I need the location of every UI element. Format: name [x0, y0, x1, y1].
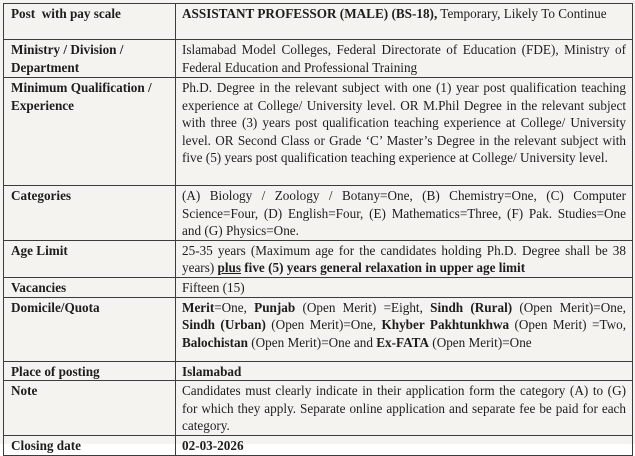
table-row-domicile-quota	[4, 297, 633, 361]
row-value-closing-date	[176, 435, 633, 455]
text-segment: Khyber Pakhtunkhwa	[381, 317, 510, 333]
row-value-domicile-quota	[176, 297, 633, 361]
row-label-note: Note	[4, 381, 176, 436]
text-segment: (Open Merit)=One,	[265, 317, 382, 333]
text-segment: Fifteen (15)	[182, 279, 245, 295]
text-segment: Islamabad Model Colleges, Federal Directorate of Education (FDE), Ministry of Federal Education and Professional Training	[182, 42, 626, 75]
text-segment: =One,	[214, 299, 255, 315]
text-segment: (Open Merit)=One	[429, 334, 532, 350]
text-segment: five (5) years general relaxation in upper age limit	[240, 260, 526, 276]
text-segment: (Open Merit)=One,	[512, 299, 626, 315]
table-row-note	[4, 381, 633, 436]
row-label-post: Post with pay scale	[4, 4, 176, 40]
row-label-place-of-posting: Place of posting	[4, 361, 176, 381]
table-row-qualification	[4, 78, 633, 186]
row-value-categories	[176, 186, 633, 241]
row-label-closing-date: Closing date	[4, 435, 176, 455]
table-row-age-limit	[4, 240, 633, 277]
text-segment: Punjab	[254, 299, 296, 315]
row-value-qualification	[176, 78, 633, 186]
table-row-ministry	[4, 40, 633, 78]
text-segment: (Open Merit) =Eight,	[295, 299, 431, 315]
text-segment: ASSISTANT PROFESSOR (MALE) (BS-18),	[182, 6, 438, 21]
text-segment: 25-35 years (Maximum age for the candidates holding Ph.D. Degree shall be 38 years)	[182, 242, 626, 276]
row-value-note	[176, 381, 633, 436]
row-value-vacancies	[176, 277, 633, 297]
text-segment: Sindh (Urban)	[182, 317, 266, 333]
text-segment: Balochistan	[182, 334, 248, 350]
table-row-place-of-posting	[4, 361, 633, 381]
row-label-ministry: Ministry / Division / Department	[4, 40, 176, 78]
text-segment: (A) Biology / Zoology / Botany=One, (B) Chemistry=One, (C) Computer Science=Four, (D) English=Four, (E) Mathematics=Three, (F) Pak. Studies=One and (G) Physics=One.	[182, 188, 626, 239]
row-label-domicile-quota: Domicile/Quota	[4, 297, 176, 361]
text-segment: Candidates must clearly indicate in their application form the category (A) to (G) for which they apply. Separate online application and separate fee be paid for each category.	[182, 383, 626, 434]
table-row-categories	[4, 186, 633, 241]
row-label-qualification: Minimum Qualification / Experience	[4, 78, 176, 186]
text-segment: plus	[217, 260, 241, 276]
text-segment: (Open Merit) =Two,	[509, 317, 626, 333]
job-details-table	[3, 3, 633, 456]
row-value-ministry	[176, 40, 633, 78]
table-row-post	[4, 4, 633, 40]
text-segment: Temporary, Likely To Continue	[437, 6, 607, 21]
row-value-age-limit	[176, 240, 633, 277]
text-segment: 02-03-2026	[182, 437, 244, 453]
text-segment: Ph.D. Degree in the relevant subject with one (1) year post qualification teaching experience at College/ University level. OR M.Phil Degree in the relevant subject with three (3) years post qualification teaching experience at College/ University level. OR Second Class or Grade ‘C’ Master’s Degree in the relevant subject with five (5) years post qualification teaching experience at College/ University level.	[182, 80, 626, 166]
text-segment: Ex-FATA	[376, 334, 429, 350]
text-segment: Sindh (Rural)	[430, 299, 513, 315]
row-label-categories: Categories	[4, 186, 176, 241]
text-segment: (Open Merit)=One and	[247, 334, 377, 350]
table-row-closing-date	[4, 435, 633, 455]
row-value-place-of-posting	[176, 361, 633, 381]
row-label-vacancies: Vacancies	[4, 277, 176, 297]
table-row-vacancies	[4, 277, 633, 297]
row-value-post	[176, 4, 633, 40]
text-segment: Islamabad	[182, 363, 242, 379]
text-segment: Merit	[182, 299, 215, 315]
row-label-age-limit: Age Limit	[4, 240, 176, 277]
